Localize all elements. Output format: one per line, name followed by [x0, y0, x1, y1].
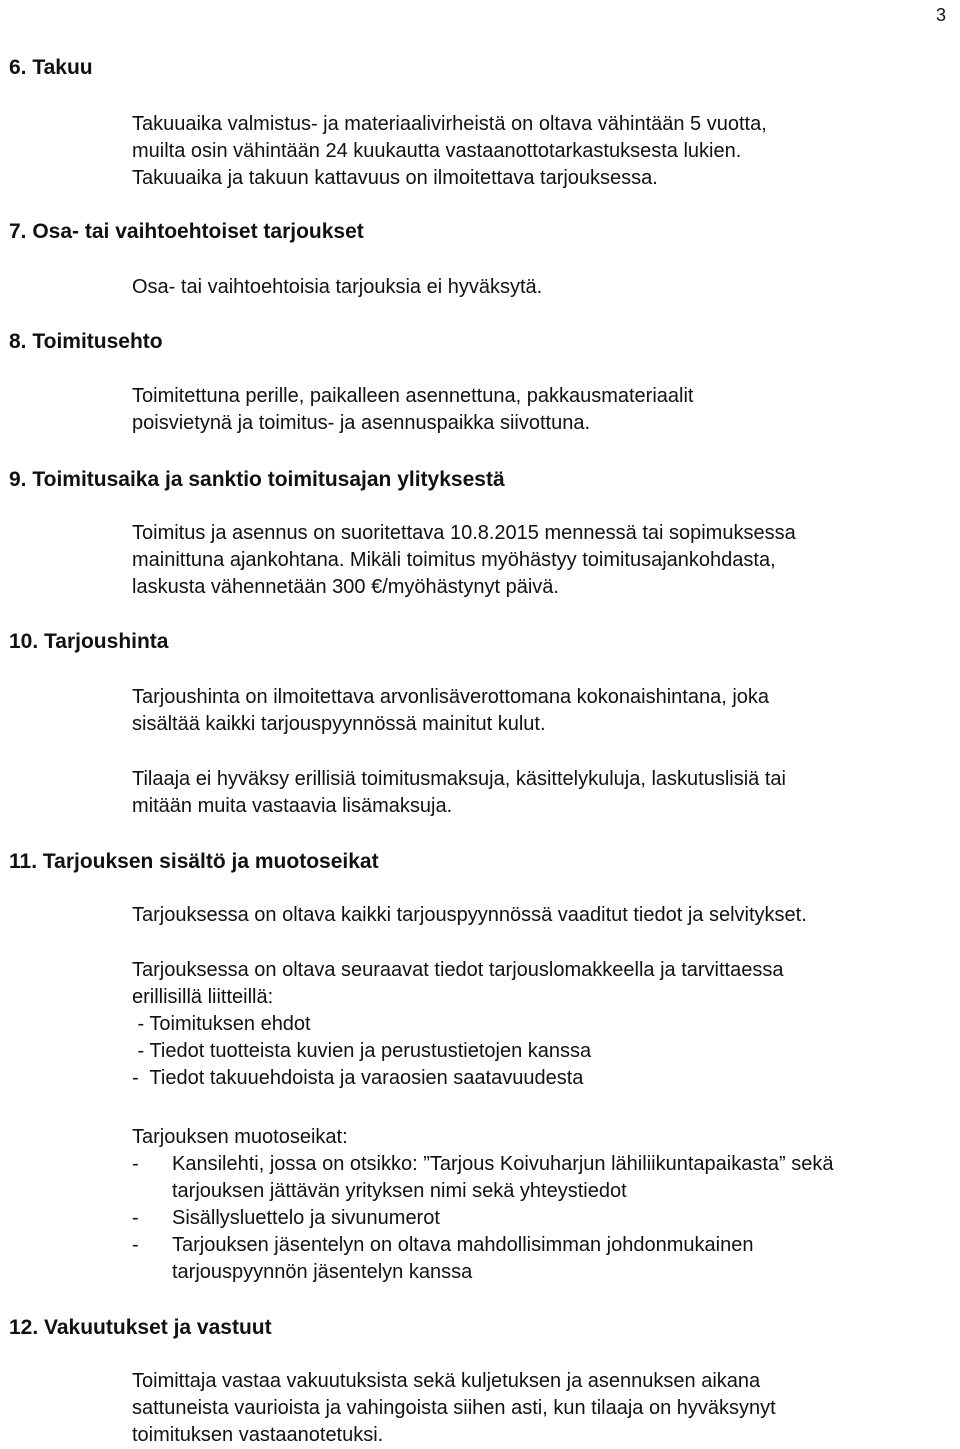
list-item-continuation: [132, 1259, 833, 1286]
list-item: - Tiedot takuuehdoista ja varaosien saatavuudesta: [132, 1067, 584, 1089]
text-line: mitään muita vastaavia lisämaksuja.: [132, 795, 453, 817]
list-item-text: Tarjouksen jäsentelyn on oltava mahdollisimman johdonmukainen: [172, 1234, 754, 1256]
text-line: Tarjouksessa on oltava seuraavat tiedot tarjouslomakkeella ja tarvittaessa: [132, 959, 784, 981]
heading-sisalto: 11. Tarjouksen sisältö ja muotoseikat: [9, 850, 379, 873]
text-line: laskusta vähennetään 300 €/myöhästynyt päivä.: [132, 576, 559, 598]
list-dash: -: [132, 1207, 139, 1229]
text-line: Toimittaja vastaa vakuutuksista sekä kuljetuksen ja asennuksen aikana: [132, 1370, 761, 1392]
list-item: - Tiedot tuotteista kuvien ja perustustietojen kanssa: [132, 1040, 592, 1062]
list-dash: -: [132, 1234, 139, 1256]
page-number: 3: [935, 5, 946, 25]
text-line: sisältää kaikki tarjouspyynnössä mainitut kulut.: [132, 713, 546, 735]
heading-toimitusehto: 8. Toimitusehto: [9, 330, 163, 353]
paragraph-muotoseikat: [132, 1124, 833, 1286]
paragraph-toimitusaika: [132, 520, 796, 601]
paragraph-tarjoushinta-1: [132, 684, 769, 738]
heading-vakuutukset: 12. Vakuutukset ja vastuut: [9, 1316, 272, 1339]
text-line: erillisillä liitteillä:: [132, 986, 274, 1008]
paragraph-osatarjoukset: [132, 274, 542, 301]
text-line: Takuuaika valmistus- ja materiaalivirheistä on oltava vähintään 5 vuotta,: [132, 113, 767, 135]
list-dash: -: [132, 1153, 139, 1175]
text-line: Toimitettuna perille, paikalleen asennettuna, pakkausmateriaalit: [132, 385, 694, 407]
paragraph-sisalto-2: [132, 957, 783, 1092]
list-item-text: tarjouspyynnön jäsentelyn kanssa: [172, 1261, 473, 1283]
list-item: [132, 1232, 833, 1259]
heading-takuu: 6. Takuu: [9, 56, 93, 79]
list-item-text: Sisällysluettelo ja sivunumerot: [172, 1207, 440, 1229]
heading-toimitusaika: 9. Toimitusaika ja sanktio toimitusajan ylityksestä: [9, 468, 505, 491]
heading-osatarjoukset: 7. Osa- tai vaihtoehtoiset tarjoukset: [9, 220, 364, 243]
list-item-continuation: [132, 1178, 833, 1205]
paragraph-sisalto-1: [132, 902, 807, 929]
muotoseikat-title: Tarjouksen muotoseikat:: [132, 1126, 348, 1148]
list-item: [132, 1151, 833, 1178]
text-line: Tarjoushinta on ilmoitettava arvonlisäverottomana kokonaishintana, joka: [132, 686, 770, 708]
list-item: - Toimituksen ehdot: [132, 1013, 311, 1035]
text-line: Tilaaja ei hyväksy erillisiä toimitusmaksuja, käsittelykuluja, laskutuslisiä tai: [132, 768, 786, 790]
paragraph-toimitusehto: [132, 383, 693, 437]
heading-tarjoushinta: 10. Tarjoushinta: [9, 630, 169, 653]
paragraph-takuu: [132, 111, 767, 192]
paragraph-vakuutukset: [132, 1368, 776, 1449]
text-line: muilta osin vähintään 24 kuukautta vastaanottotarkastuksesta lukien.: [132, 140, 742, 162]
list-item: [132, 1205, 833, 1232]
text-line: mainittuna ajankohtana. Mikäli toimitus myöhästyy toimitusajankohdasta,: [132, 549, 776, 571]
list-item-text: Kansilehti, jossa on otsikko: ”Tarjous Koivuharjun lähiliikuntapaikasta” sekä: [172, 1153, 834, 1175]
text-line: Osa- tai vaihtoehtoisia tarjouksia ei hyväksytä.: [132, 276, 543, 298]
text-line: sattuneista vaurioista ja vahingoista siihen asti, kun tilaaja on hyväksynyt: [132, 1397, 776, 1419]
list-item-text: tarjouksen jättävän yrityksen nimi sekä yhteystiedot: [172, 1180, 627, 1202]
text-line: poisvietynä ja toimitus- ja asennuspaikka siivottuna.: [132, 412, 591, 434]
text-line: Takuuaika ja takuun kattavuus on ilmoitettava tarjouksessa.: [132, 167, 658, 189]
text-line: toimituksen vastaanotetuksi.: [132, 1424, 384, 1446]
text-line: Tarjouksessa on oltava kaikki tarjouspyynnössä vaaditut tiedot ja selvitykset.: [132, 904, 807, 926]
text-line: Toimitus ja asennus on suoritettava 10.8.2015 mennessä tai sopimuksessa: [132, 522, 796, 544]
paragraph-tarjoushinta-2: [132, 766, 786, 820]
